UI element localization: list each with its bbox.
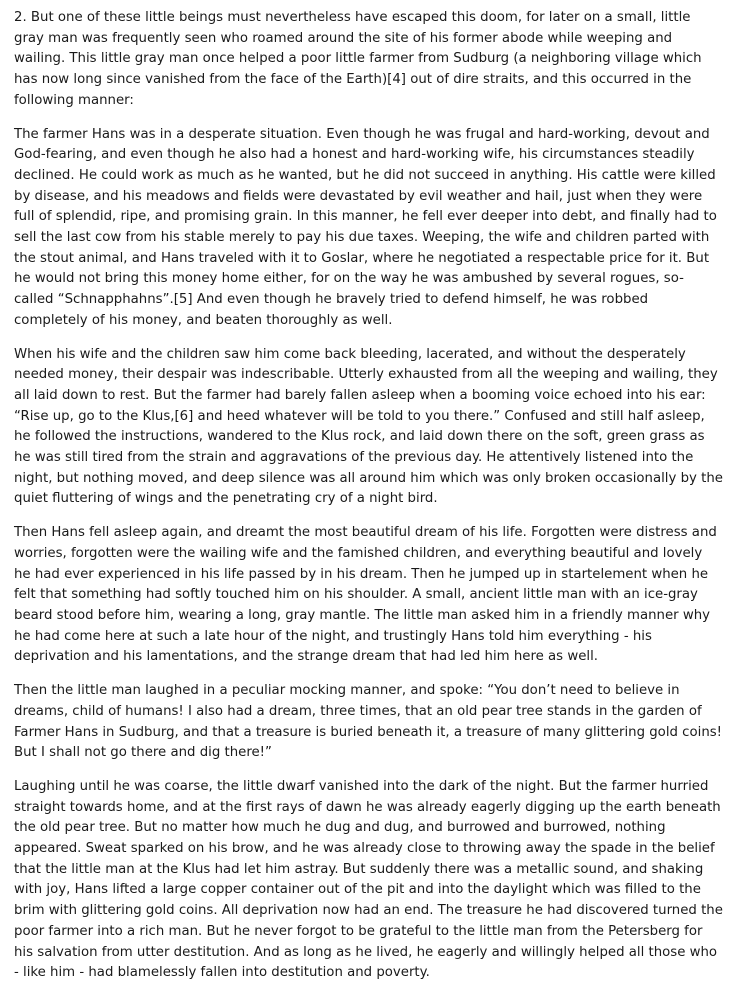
paragraph-1: 2. But one of these little beings must nevertheless have escaped this doom, for later on a small, little gray man was frequently seen who roamed around the site of his former abode while weeping and wailing. This little gray man once helped a poor little farmer from Sudburg (a neighboring village which has now long since vanished from the face of the Earth)[4] out of dire straits, and this occurred in the following manner: bbox=[14, 10, 702, 108]
paragraph-3: When his wife and the children saw him come back bleeding, lacerated, and without the desperately needed money, their despair was indescribable. Utterly exhausted from all the weeping and wailing, they all laid down to rest. But the farmer had barely fallen asleep when a booming voice echoed into his ear: “Rise up, go to the Klus,[6] and heed whatever will be told to you there.” Confused and still half asleep, he followed the instructions, wandered to the Klus rock, and laid down there on the soft, green grass as he was still tired from the strain and aggravations of the previous day. He attentively listened into the night, but nothing moved, and deep silence was all around him which was only broken occasionally by the quiet fluttering of wings and the penetrating cry of a night bird. bbox=[14, 346, 723, 507]
paragraph-2: The farmer Hans was in a desperate situation. Even though he was frugal and hard-working, devout and God-fearing, and even though he also had a honest and hard-working wife, his circumstances steadily declined. He could work as much as he wanted, but he did not succeed in anything. His cattle were killed by disease, and his meadows and fields were devastated by evil weather and hail, just when they were full of splendid, ripe, and promising grain. In this manner, he fell ever deeper into debt, and finally had to sell the last cow from his stable merely to pay his due taxes. Weeping, the wife and children parted with the stout animal, and Hans traveled with it to Goslar, where he negotiated a respectable price for it. But he would not bring this money home either, for on the way he was ambushed by several rogues, so-called “Schnapphahns”.[5] And even though he bravely tried to defend himself, he was robbed completely of his money, and beaten thoroughly as well. bbox=[14, 126, 717, 328]
paragraph-6: Laughing until he was coarse, the little dwarf vanished into the dark of the night. But the farmer hurried straight towards home, and at the first rays of dawn he was already eagerly digging up the earth beneath the old pear tree. But no matter how much he dug and dug, and burrowed and burrowed, nothing appeared. Sweat sparked on his brow, and he was already close to throwing away the spade in the belief that the little man at the Klus had let him astray. But suddenly there was a metallic sound, and shaking with joy, Hans lifted a large copper container out of the pit and into the daylight which was filled to the brim with glittering gold coins. All deprivation now had an end. The treasure he had discovered turned the poor farmer into a rich man. But he never forgot to be grateful to the little man from the Petersberg for his salvation from utter destitution. And as long as he lived, he eagerly and willingly helped all those who - like him - had blamelessly fallen into destitution and poverty. bbox=[14, 778, 723, 981]
paragraph-4: Then Hans fell asleep again, and dreamt the most beautiful dream of his life. Forgotten were distress and worries, forgotten were the wailing wife and the famished children, and everything beautiful and lovely he had ever experienced in his life passed by in his dream. Then he jumped up in startelement when he felt that something had softly touched him on his shoulder. A small, ancient little man with an ice-gray beard stood before him, wearing a long, gray mantle. The little man asked him in a friendly manner why he had come here at such a late hour of the night, and trustingly Hans told him everything - his deprivation and his lamentations, and the strange dream that had led him here as well. bbox=[14, 525, 717, 665]
paragraph-5: Then the little man laughed in a peculiar mocking manner, and spoke: “You don’t need to believe in dreams, child of humans! I also had a dream, three times, that an old pear tree stands in the garden of Farmer Hans in Sudburg, and that a treasure is buried beneath it, a treasure of many glittering gold coins! But I shall not go there and dig there!” bbox=[14, 683, 722, 761]
